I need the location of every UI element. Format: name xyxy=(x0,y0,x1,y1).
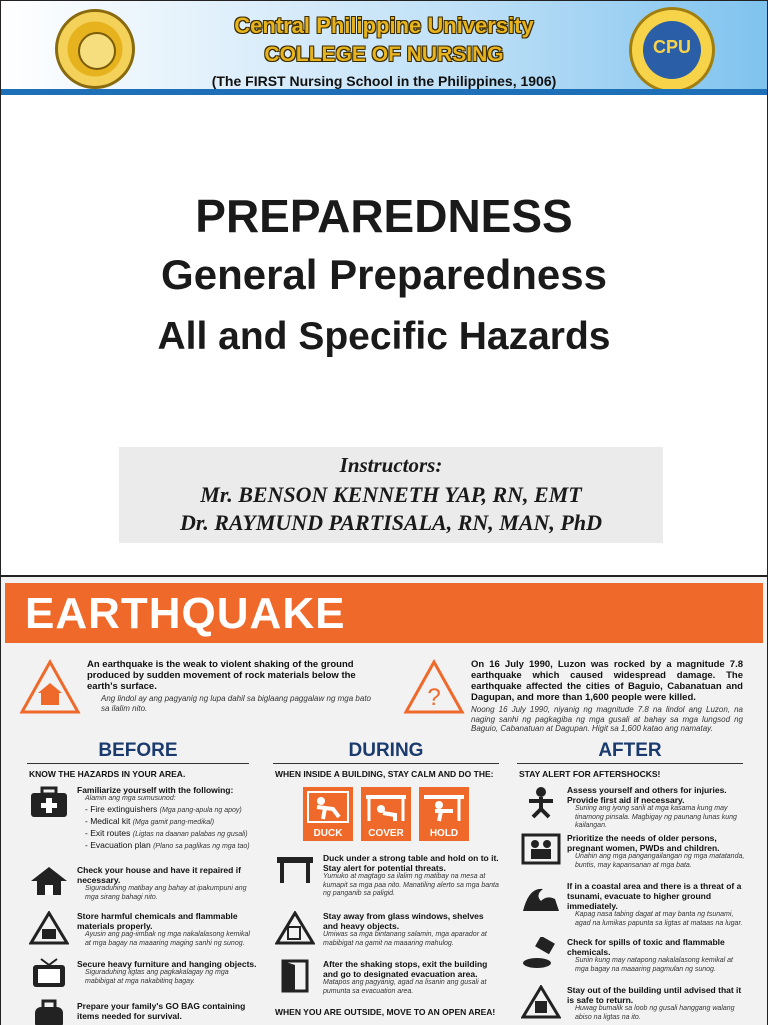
item-main: Store harmful chemicals and flammable materials properly. xyxy=(77,911,238,931)
item-main: Check your house and have it repaired if necessary. xyxy=(77,865,241,885)
duck-icon xyxy=(303,787,353,827)
item-tagalog: Siguraduhing matibay ang bahay at ipakumpuni ang mga sirang bahagi nito. xyxy=(85,885,247,901)
intro-left xyxy=(87,659,373,713)
before-item xyxy=(77,785,257,852)
house-warning-icon xyxy=(19,659,81,715)
instructors-box xyxy=(119,447,663,543)
after-subhead: STAY ALERT FOR AFTERSHOCKS! xyxy=(519,769,661,779)
item-tagalog: Siguraduhing ligtas ang pagkakalagay ng mga mabibigat at mga nakabitinq bagay. xyxy=(85,969,229,985)
hospital-seal-icon xyxy=(629,7,715,93)
university-name: Central Philippine University xyxy=(234,13,534,38)
item-main: Secure heavy furniture and hanging objects. xyxy=(77,959,257,969)
table-icon xyxy=(275,853,315,885)
after-item xyxy=(567,985,747,1022)
before-item xyxy=(77,1001,257,1021)
during-item xyxy=(323,959,499,996)
item-main: Prioritize the needs of older persons, pregnant women, PWDs and children. xyxy=(567,833,720,853)
before-heading: BEFORE xyxy=(98,740,178,761)
after-item xyxy=(567,937,747,974)
instructor-name: Mr. BENSON KENNETH YAP, RN, EMT xyxy=(200,482,582,507)
title-line-1: PREPAREDNESS xyxy=(195,190,573,242)
duck-label: DUCK xyxy=(303,827,353,841)
item-sub: - Exit routes (Ligtas na daanan palabas ng gusali) xyxy=(85,827,248,838)
during-outside-note: WHEN YOU ARE OUTSIDE, MOVE TO AN OPEN AREA! xyxy=(275,1007,496,1017)
item-tagalog: Kapag nasa tabing dagat at may banta ng tsunami, agad na lumikas papunta sa ligtas at mataas na lugar. xyxy=(575,911,743,927)
item-main: Stay away from glass windows, shelves and heavy objects. xyxy=(323,911,484,931)
question-warning-icon xyxy=(403,659,465,715)
tsunami-icon xyxy=(521,881,561,915)
earthquake-slide xyxy=(0,576,768,1025)
item-tagalog: Unahin ang mga pangangailangan ng mga matatanda, buntis, may kapansanan at mga bata. xyxy=(575,853,745,869)
chemical-hazard-icon xyxy=(29,911,69,945)
family-care-icon xyxy=(521,833,561,865)
damaged-building-icon xyxy=(521,985,561,1019)
item-tagalog: Suriing ang iyong sarili at mga kasama kung may tinamong pinsala. Magbigay ng paunang lunas kung kailangan. xyxy=(575,805,737,829)
intro-right xyxy=(471,659,743,734)
spill-icon xyxy=(521,937,561,969)
after-item xyxy=(567,785,747,831)
item-tagalog: Matapos ang pagyanig, agad na lisanin ang gusali at pumunta sa evacuation area. xyxy=(323,979,487,995)
house-repair-icon xyxy=(29,865,69,897)
during-rule xyxy=(273,763,499,764)
item-tagalog: Yumuko at magtago sa ilalim ng matibay na mesa at kumapit sa mga paa nito. Manatiling alerto sa mga banta ng panganib sa paligid. xyxy=(323,873,499,897)
item-tagalog: Ayusin ang pag-iimbak ng mga nakalalasong kemikal at mga bagay na maaaring maging sanhi ng sunog. xyxy=(85,931,250,947)
injured-person-icon xyxy=(521,785,561,819)
college-tagline: (The FIRST Nursing School in the Philippines, 1906) xyxy=(211,73,557,89)
item-main: Stay out of the building until advised that it is safe to return. xyxy=(567,985,742,1005)
seal-monogram: CPU xyxy=(652,37,691,57)
before-item xyxy=(77,911,257,948)
before-item xyxy=(77,865,257,902)
cover-action xyxy=(361,787,411,841)
hold-label: HOLD xyxy=(419,827,469,841)
banner-title: EARTHQUAKE xyxy=(25,589,346,638)
during-heading: DURING xyxy=(348,740,424,761)
item-main: Duck under a strong table and hold on to it. Stay alert for potential threats. xyxy=(323,853,499,873)
exit-door-icon xyxy=(275,959,315,993)
during-item xyxy=(323,853,499,899)
item-sub: - Medical kit (Mga gamit pang-medikal) xyxy=(85,815,215,826)
college-name: COLLEGE OF NURSING xyxy=(264,43,504,66)
item-sub: - Fire extinguishers (Mga pang-apula ng apoy) xyxy=(85,803,242,814)
before-subhead: KNOW THE HAZARDS IN YOUR AREA. xyxy=(29,769,186,779)
intro-left-tagalog: Ang lindol ay ang pagyanig ng lupa dahil sa biglaang paggalaw ng mga bato sa ilalim nito. xyxy=(101,694,371,713)
title-line-3: All and Specific Hazards xyxy=(157,315,611,358)
instructors-label: Instructors: xyxy=(339,453,443,477)
item-tagalog: Suriin kung may natapong nakalalasong kemikal at mga bagay na maaaring pagmulan ng sunog. xyxy=(575,957,733,973)
after-item xyxy=(567,881,747,928)
hold-icon xyxy=(419,787,469,827)
intro-right-tagalog: Noong 16 July 1990, niyanig ng magnitude 7.8 na lindol ang Luzon, na naging sanhi ng pagkagiba ng mga gusali at bahay sa mga lungsod ng Baguio, Cabanatuan at Dagupan. Higit sa 1,600 katao ang namatay. xyxy=(471,705,743,733)
before-item xyxy=(77,959,257,986)
after-item xyxy=(567,833,747,870)
item-main: After the shaking stops, exit the building and go to designated evacuation area. xyxy=(323,959,488,979)
falling-tv-icon xyxy=(29,957,69,991)
during-item xyxy=(323,911,499,948)
after-heading: AFTER xyxy=(598,740,662,761)
go-bag-icon xyxy=(29,999,69,1025)
item-main: Check for spills of toxic and flammable chemicals. xyxy=(567,937,725,957)
glass-hazard-icon xyxy=(275,911,315,945)
item-main: Prepare your family's GO BAG containing items needed for survival. xyxy=(77,1001,246,1021)
first-aid-kit-icon xyxy=(29,785,69,819)
intro-left-text: An earthquake is the weak to violent shaking of the ground produced by sudden movement of rock materials below the earth's surface. xyxy=(87,659,356,692)
question-mark: ? xyxy=(427,684,441,711)
item-main: Assess yourself and others for injuries. Provide first aid if necessary. xyxy=(567,785,727,805)
item-tagalog: Huwag bumalik sa loob ng gusali hanggang walang abiso na ligtas na ito. xyxy=(575,1005,735,1021)
item-sub: - Evacuation plan (Plano sa paglikas ng mga tao) xyxy=(85,839,250,850)
after-rule xyxy=(517,763,743,764)
earthquake-banner xyxy=(5,583,763,643)
title-line-2: General Preparedness xyxy=(161,251,607,298)
before-rule xyxy=(27,763,249,764)
item-tagalog: Alamin ang mga sumusunod: xyxy=(85,795,176,802)
university-header xyxy=(1,1,767,95)
intro-right-text: On 16 July 1990, Luzon was rocked by a magnitude 7.8 earthquake which caused widespread damage. The earthquake affected the cities of Baguio, Cabanatuan and Dagupan, and more than 1,600 people were killed. xyxy=(471,659,743,703)
cover-label: COVER xyxy=(361,827,411,841)
hold-action xyxy=(419,787,469,841)
cover-icon xyxy=(361,787,411,827)
during-subhead: WHEN INSIDE A BUILDING, STAY CALM AND DO THE: xyxy=(275,769,494,779)
item-tagalog: Umiwas sa mga bintanang salamin, mga aparador at mabibigat na gamit na maaaring mahulog. xyxy=(323,931,487,947)
item-main: Familiarize yourself with the following: xyxy=(77,785,234,795)
instructor-name: Dr. RAYMUND PARTISALA, RN, MAN, PhD xyxy=(180,510,602,535)
duck-action xyxy=(303,787,353,841)
item-main: If in a coastal area and there is a threat of a tsunami, evacuate to higher ground immediately. xyxy=(567,881,742,911)
